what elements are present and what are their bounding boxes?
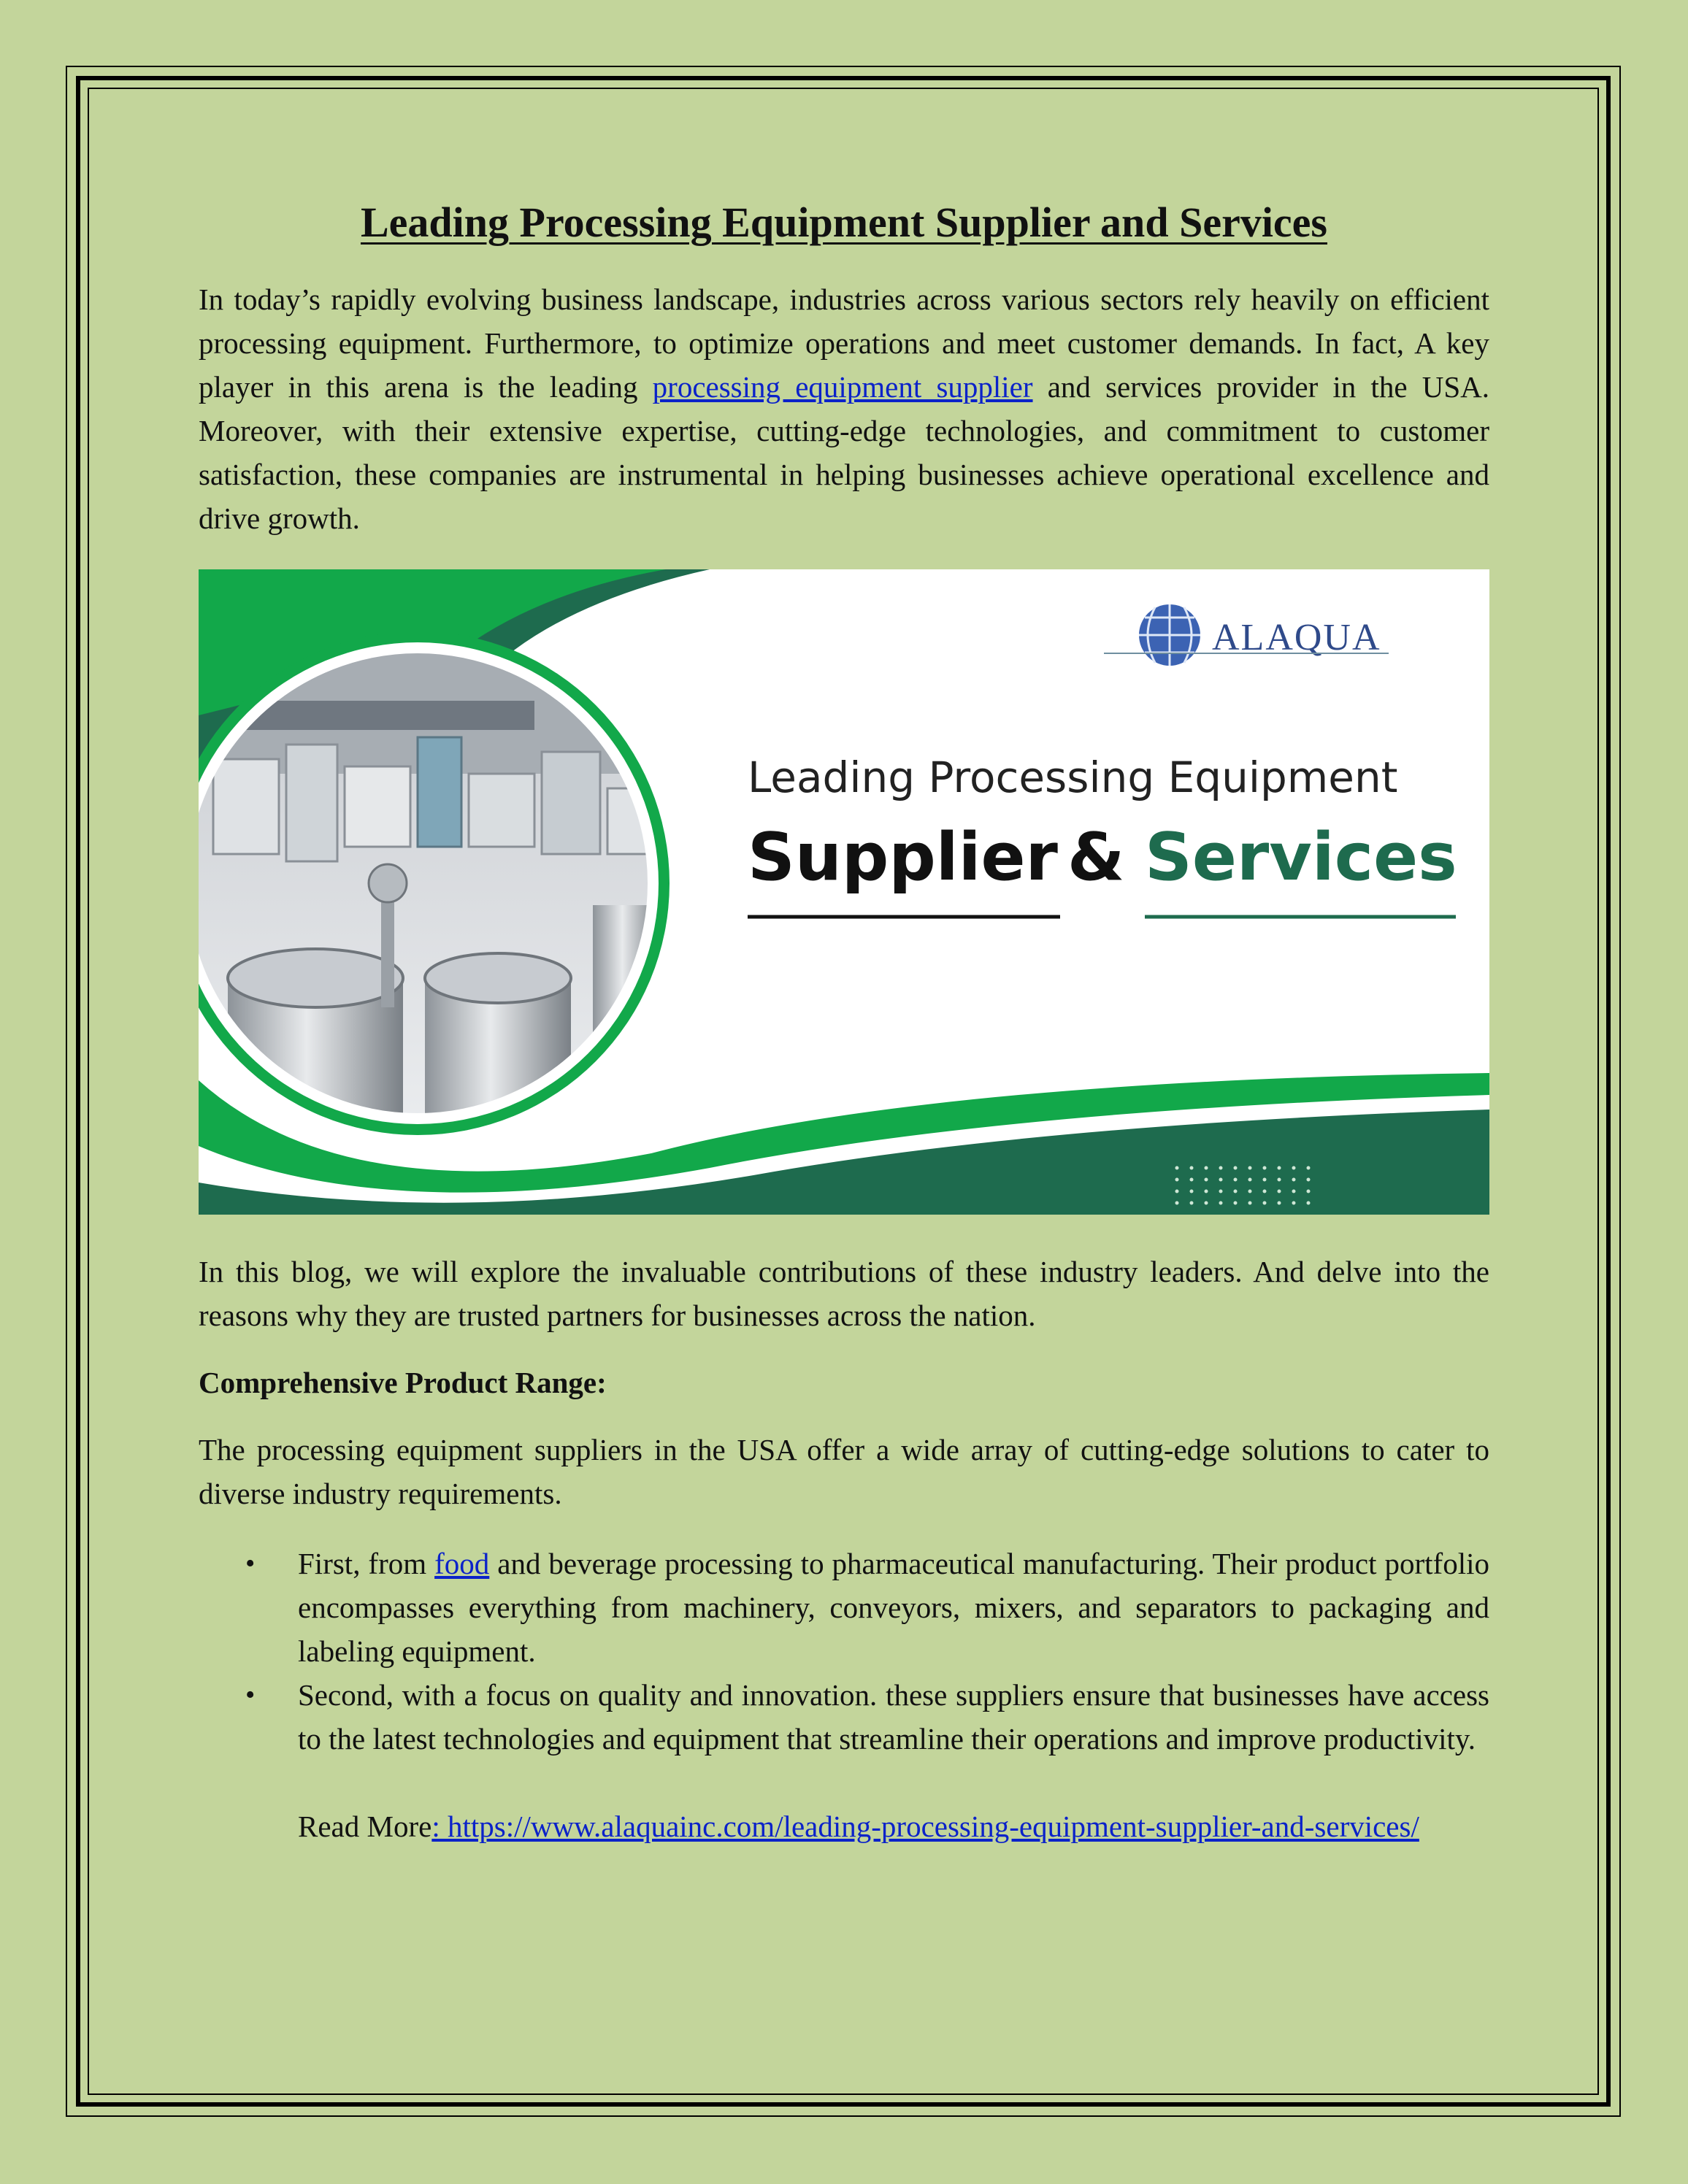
banner-dot — [1175, 1177, 1179, 1181]
banner-dot — [1234, 1166, 1238, 1169]
banner-dot — [1175, 1201, 1179, 1204]
bullet-icon: • — [245, 1679, 256, 1710]
banner-headline-line1: Leading Processing Equipment — [748, 752, 1398, 802]
list-item — [245, 1542, 1489, 1673]
banner-dot — [1205, 1177, 1208, 1181]
section-heading: Comprehensive Product Range: — [199, 1365, 607, 1399]
intro-paragraph — [199, 277, 1489, 540]
banner-dot — [1248, 1201, 1252, 1204]
processing-equipment-supplier-link[interactable]: processing equipment supplier — [652, 369, 1033, 404]
banner-dot — [1234, 1189, 1238, 1193]
banner-dot — [1278, 1166, 1281, 1169]
read-more-link[interactable]: : https://www.alaquainc.com/leading-processing-equipment-supplier-and-services/ — [431, 1809, 1419, 1843]
banner-word-supplier: Supplier — [748, 818, 1058, 896]
list-item — [245, 1673, 1489, 1761]
banner-image — [199, 569, 1489, 1215]
banner-dot — [1234, 1177, 1238, 1181]
bullet-1-text-start: First, from — [298, 1546, 435, 1580]
banner-graphic — [199, 569, 1489, 1215]
banner-dot — [1292, 1189, 1296, 1193]
bullet-2-text: Second, with a focus on quality and innovation. these suppliers ensure that businesses have access to the latest technologies and equipment that streamline their operations and improve productivity. — [298, 1677, 1489, 1756]
banner-dot — [1307, 1189, 1311, 1193]
banner-dot — [1248, 1189, 1252, 1193]
page-title: Leading Processing Equipment Supplier and Services — [360, 199, 1327, 246]
banner-dot — [1263, 1189, 1267, 1193]
banner-dot — [1292, 1166, 1296, 1169]
banner-dot — [1175, 1189, 1179, 1193]
banner-dot — [1175, 1166, 1179, 1169]
banner-dot — [1205, 1189, 1208, 1193]
banner-dot — [1248, 1177, 1252, 1181]
bullet-icon: • — [245, 1547, 256, 1579]
banner-dot — [1292, 1177, 1296, 1181]
banner-dot — [1219, 1177, 1223, 1181]
banner-dot — [1205, 1201, 1208, 1204]
banner-dot — [1190, 1189, 1194, 1193]
banner-dot — [1190, 1166, 1194, 1169]
banner-ampersand: & — [1067, 818, 1125, 896]
read-more-line — [298, 1804, 1489, 1848]
banner-dot — [1278, 1189, 1281, 1193]
banner-dot — [1190, 1201, 1194, 1204]
food-link[interactable]: food — [434, 1546, 490, 1580]
bullet-list — [199, 1542, 1489, 1761]
banner-dot — [1190, 1177, 1194, 1181]
intro-text-end: and services provider in the USA. Moreover, with their extensive expertise, cutting-edge technologies, and commitment to customer satisfaction, these companies are instrumental in helping businesses achieve operational excellence and drive growth. — [199, 369, 1489, 535]
brand-name: ALAQUA — [1212, 616, 1381, 658]
banner-dot — [1234, 1201, 1238, 1204]
document-body — [199, 197, 1489, 1848]
banner-dot — [1205, 1166, 1208, 1169]
banner-dot — [1307, 1201, 1311, 1204]
banner-dot — [1307, 1177, 1311, 1181]
banner-dot — [1219, 1189, 1223, 1193]
banner-word-services: Services — [1145, 818, 1457, 896]
banner-dot — [1263, 1201, 1267, 1204]
banner-dot — [1263, 1177, 1267, 1181]
read-more-label: Read More — [298, 1809, 432, 1843]
bullet-1-text-end: and beverage processing to pharmaceutical manufacturing. Their product portfolio encompasses everything from machinery, conveyors, mixers, and separators to packaging and labeling equipment. — [298, 1546, 1489, 1668]
banner-dot — [1219, 1201, 1223, 1204]
banner-dot — [1278, 1201, 1281, 1204]
banner-dot — [1263, 1166, 1267, 1169]
banner-dot — [1307, 1166, 1311, 1169]
banner-dot — [1248, 1166, 1252, 1169]
banner-dot — [1292, 1201, 1296, 1204]
intro-text-start: In today’s rapidly evolving business landscape, industries across various sectors rely heavily on efficient processing equipment. Furthermore, to optimize operations and meet customer demands. In fact, A key player in this arena is the leading — [199, 282, 1489, 404]
banner-dot — [1219, 1166, 1223, 1169]
banner-dot — [1278, 1177, 1281, 1181]
blog-intro-paragraph: In this blog, we will explore the invaluable contributions of these industry leaders. And delve into the reasons why they are trusted partners for businesses across the nation. — [199, 1254, 1489, 1332]
section-body-paragraph: The processing equipment suppliers in the USA offer a wide array of cutting-edge solutions to cater to diverse industry requirements. — [199, 1432, 1489, 1510]
